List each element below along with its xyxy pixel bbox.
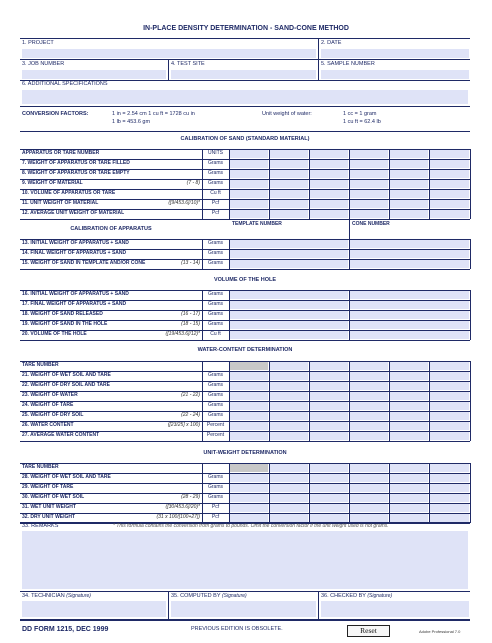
additional-specifications-label: 6. ADDITIONAL SPECIFICATIONS	[22, 81, 108, 87]
water_content-row-unit: Percent	[206, 432, 225, 438]
sample-number-label: 5. SAMPLE NUMBER	[321, 61, 375, 67]
conversion-line-2: 1 lb = 453.6 gm	[112, 119, 151, 125]
water_content-data-cell[interactable]	[270, 412, 308, 420]
volume_hole-row-unit: Grams	[208, 321, 223, 327]
unit_weight-data-cell[interactable]	[350, 514, 388, 522]
calibration_sand-data-cell[interactable]	[390, 170, 428, 178]
unit_weight-data-cell[interactable]	[350, 494, 388, 502]
calibration_sand-data-cell[interactable]	[230, 210, 268, 218]
water_content-row-formula: (21 - 22)	[181, 392, 200, 398]
water_content-row-formula: ([23/25] x 100)	[167, 422, 200, 428]
remarks-label: 33. REMARKS	[22, 523, 59, 529]
obsolete-notice: PREVIOUS EDITION IS OBSOLETE.	[191, 626, 283, 632]
volume_hole-data-cell[interactable]	[350, 291, 469, 299]
unit_weight-data-cell[interactable]	[310, 504, 348, 512]
water_content-data-cell[interactable]	[310, 362, 348, 370]
water_content-data-cell[interactable]	[390, 412, 428, 420]
template-number-label: TEMPLATE NUMBER	[232, 221, 282, 227]
calibration_sand-data-cell[interactable]	[310, 180, 348, 188]
water_content-data-cell[interactable]	[430, 422, 469, 430]
water_content-row-unit: Grams	[208, 372, 223, 378]
water_content-data-cell[interactable]	[350, 412, 388, 420]
calibration_sand-data-cell[interactable]	[310, 150, 348, 158]
water_content-data-cell[interactable]	[270, 422, 308, 430]
unit_weight-row-unit: Pcf	[211, 504, 220, 510]
calibration_apparatus-row-unit: Grams	[208, 250, 223, 256]
calibration-apparatus-heading: CALIBRATION OF APPARATUS	[70, 226, 152, 232]
water_content-data-cell[interactable]	[430, 382, 469, 390]
water_content-data-cell[interactable]	[230, 372, 268, 380]
calibration_apparatus-row-label: 13. INITIAL WEIGHT OF APPARATUS + SAND	[22, 240, 129, 246]
calibration_apparatus-data-cell[interactable]	[350, 250, 469, 258]
water_content-data-cell[interactable]	[230, 402, 268, 410]
calibration_apparatus-row-formula: (13 - 14)	[181, 260, 200, 266]
water_content-data-cell[interactable]	[350, 392, 388, 400]
water_content-row-unit: Grams	[208, 392, 223, 398]
calibration_sand-row-label: 9. WEIGHT OF MATERIAL	[22, 180, 83, 186]
unit_weight-row-unit: Grams	[208, 484, 223, 490]
unit_weight-data-cell[interactable]	[270, 514, 308, 522]
calibration_sand-data-cell[interactable]	[430, 200, 469, 208]
unit_weight-row-label: 30. WEIGHT OF WET SOIL	[22, 494, 85, 500]
volume_hole-row-label: 18. WEIGHT OF SAND RELEASED	[22, 311, 103, 317]
water_content-row-label: 25. WEIGHT OF DRY SOIL	[22, 412, 84, 418]
calibration_sand-data-cell[interactable]	[350, 160, 388, 168]
volume_hole-data-cell[interactable]	[230, 331, 348, 339]
volume_hole-row-unit: Grams	[208, 311, 223, 317]
water_content-data-cell[interactable]	[230, 362, 268, 370]
unit_weight-data-cell[interactable]	[270, 464, 308, 472]
unit_weight-data-cell[interactable]	[230, 484, 268, 492]
calibration_apparatus-row-label: 14. FINAL WEIGHT OF APPARATUS + SAND	[22, 250, 127, 256]
date-field[interactable]	[321, 49, 469, 58]
job-number-label: 3. JOB NUMBER	[22, 61, 65, 67]
calibration_sand-data-cell[interactable]	[230, 170, 268, 178]
water_content-row-unit: Grams	[208, 412, 223, 418]
unit_weight-row-unit: Grams	[208, 474, 223, 480]
calibration_sand-data-cell[interactable]	[310, 200, 348, 208]
calibration_sand-data-cell[interactable]	[350, 150, 388, 158]
water_content-data-cell[interactable]	[430, 372, 469, 380]
water_content-data-cell[interactable]	[430, 412, 469, 420]
water_content-data-cell[interactable]	[230, 432, 268, 440]
unit_weight-row-formula: ([30/453.6]/20)*	[165, 504, 200, 510]
water_content-data-cell[interactable]	[390, 422, 428, 430]
water_content-data-cell[interactable]	[390, 362, 428, 370]
remarks-field[interactable]	[22, 531, 468, 589]
unit_weight-data-cell[interactable]	[270, 484, 308, 492]
calibration_apparatus-data-cell[interactable]	[350, 240, 469, 248]
unit_weight-data-cell[interactable]	[350, 464, 388, 472]
water_content-data-cell[interactable]	[270, 362, 308, 370]
water_content-data-cell[interactable]	[390, 402, 428, 410]
volume_hole-data-cell[interactable]	[230, 301, 348, 309]
volume_hole-row-unit: Cu ft	[210, 331, 221, 337]
unit_weight-row-formula: (31 x 100/[100+27])	[156, 514, 200, 520]
calibration_sand-data-cell[interactable]	[390, 160, 428, 168]
unit_weight-data-cell[interactable]	[230, 474, 268, 482]
calibration_apparatus-row-unit: Grams	[208, 260, 223, 266]
unit_weight-data-cell[interactable]	[270, 474, 308, 482]
volume_hole-row-label: 20. VOLUME OF THE HOLE	[22, 331, 87, 337]
reset-button[interactable]: Reset	[347, 625, 390, 637]
water_content-data-cell[interactable]	[350, 382, 388, 390]
unit_weight-data-cell[interactable]	[310, 514, 348, 522]
water_content-data-cell[interactable]	[270, 432, 308, 440]
volume_hole-row-unit: Grams	[208, 291, 223, 297]
checked-by-field[interactable]	[321, 601, 469, 617]
unit_weight-row-label: TARE NUMBER	[22, 464, 59, 470]
calibration_sand-data-cell[interactable]	[390, 180, 428, 188]
calibration_sand-data-cell[interactable]	[430, 170, 469, 178]
unit_weight-data-cell[interactable]	[230, 514, 268, 522]
calibration_sand-row-unit: Pcf	[211, 200, 220, 206]
unit_weight-row-unit: Pcf	[211, 514, 220, 520]
calibration_sand-data-cell[interactable]	[230, 150, 268, 158]
calibration_sand-row-label: 12. AVERAGE UNIT WEIGHT OF MATERIAL	[22, 210, 125, 216]
water_content-data-cell[interactable]	[230, 422, 268, 430]
unit-weight-heading: UNIT-WEIGHT DETERMINATION	[203, 450, 287, 456]
water_content-data-cell[interactable]	[390, 372, 428, 380]
calibration_sand-row-unit: Grams	[208, 180, 223, 186]
volume_hole-row-formula: ([19/453.6]/12)*	[165, 331, 200, 337]
cone-number-label: CONE NUMBER	[352, 221, 390, 227]
date-label: 2. DATE	[321, 40, 342, 46]
volume-hole-heading: VOLUME OF THE HOLE	[213, 277, 277, 283]
test-site-label: 4. TEST SITE	[171, 61, 205, 67]
unit_weight-row-label: 32. DRY UNIT WEIGHT	[22, 514, 76, 520]
unit_weight-data-cell[interactable]	[390, 484, 428, 492]
water_content-data-cell[interactable]	[350, 402, 388, 410]
volume_hole-data-cell[interactable]	[350, 331, 469, 339]
water_content-data-cell[interactable]	[350, 432, 388, 440]
calibration_sand-data-cell[interactable]	[430, 160, 469, 168]
calibration_sand-data-cell[interactable]	[350, 180, 388, 188]
calibration_sand-data-cell[interactable]	[230, 190, 268, 198]
volume_hole-row-formula: (16 - 17)	[181, 311, 200, 317]
water_content-row-unit: Grams	[208, 402, 223, 408]
calibration_sand-data-cell[interactable]	[230, 160, 268, 168]
technician-label: 34. TECHNICIAN (Signature)	[22, 593, 91, 599]
calibration_sand-data-cell[interactable]	[310, 160, 348, 168]
calibration_sand-data-cell[interactable]	[430, 190, 469, 198]
unit_weight-data-cell[interactable]	[350, 484, 388, 492]
unit_weight-data-cell[interactable]	[390, 474, 428, 482]
calibration_apparatus-data-cell[interactable]	[230, 240, 348, 248]
volume_hole-data-cell[interactable]	[230, 291, 348, 299]
water_content-data-cell[interactable]	[270, 382, 308, 390]
calibration_sand-data-cell[interactable]	[270, 190, 308, 198]
job-number-field[interactable]	[22, 70, 166, 79]
water_content-row-label: 21. WEIGHT OF WET SOIL AND TARE	[22, 372, 111, 378]
unit_weight-data-cell[interactable]	[430, 484, 469, 492]
calibration_sand-data-cell[interactable]	[310, 210, 348, 218]
calibration_sand-data-cell[interactable]	[270, 170, 308, 178]
water_content-data-cell[interactable]	[430, 432, 469, 440]
unit_weight-row-formula: (28 - 29)	[181, 494, 200, 500]
unit_weight-data-cell[interactable]	[430, 504, 469, 512]
calibration_sand-data-cell[interactable]	[350, 210, 388, 218]
computed-by-label: 35. COMPUTED BY (Signature)	[171, 593, 247, 599]
conversion-line-1: 1 in = 2.54 cm 1 cu ft = 1728 cu in	[112, 111, 195, 117]
checked-by-label: 36. CHECKED BY (Signature)	[321, 593, 393, 599]
calibration_apparatus-data-cell[interactable]	[230, 250, 348, 258]
volume_hole-data-cell[interactable]	[350, 321, 469, 329]
unit_weight-data-cell[interactable]	[310, 484, 348, 492]
calibration_sand-row-unit: Grams	[208, 170, 223, 176]
water_content-row-label: 26. WATER CONTENT	[22, 422, 74, 428]
unit_weight-data-cell[interactable]	[270, 504, 308, 512]
calibration_sand-data-cell[interactable]	[390, 210, 428, 218]
calibration_apparatus-row-unit: Grams	[208, 240, 223, 246]
unit_weight-data-cell[interactable]	[430, 474, 469, 482]
unit_weight-data-cell[interactable]	[430, 464, 469, 472]
calibration_apparatus-data-cell[interactable]	[230, 260, 348, 268]
water_content-data-cell[interactable]	[310, 372, 348, 380]
calibration_sand-row-label: 11. UNIT WEIGHT OF MATERIAL	[22, 200, 99, 206]
water_content-data-cell[interactable]	[430, 362, 469, 370]
water_content-data-cell[interactable]	[310, 402, 348, 410]
water_content-row-label: 27. AVERAGE WATER CONTENT	[22, 432, 100, 438]
technician-field[interactable]	[22, 601, 166, 617]
calibration_sand-data-cell[interactable]	[430, 150, 469, 158]
volume_hole-row-formula: (18 - 15)	[181, 321, 200, 327]
calibration_sand-data-cell[interactable]	[310, 190, 348, 198]
water_content-row-label: 23. WEIGHT OF WATER	[22, 392, 78, 398]
volume_hole-data-cell[interactable]	[230, 321, 348, 329]
volume_hole-data-cell[interactable]	[350, 301, 469, 309]
adobe-version: Adobe Professional 7.0	[419, 629, 461, 634]
unit_weight-data-cell[interactable]	[430, 494, 469, 502]
water_content-data-cell[interactable]	[230, 382, 268, 390]
sample-number-field[interactable]	[321, 70, 469, 79]
calibration_sand-data-cell[interactable]	[270, 210, 308, 218]
conversion-factors-label: CONVERSION FACTORS:	[22, 111, 89, 117]
form-title: IN-PLACE DENSITY DETERMINATION - SAND-CONE METHOD	[143, 25, 349, 32]
unit_weight-row-label: 29. WEIGHT OF TARE	[22, 484, 74, 490]
volume_hole-row-unit: Grams	[208, 301, 223, 307]
calibration_sand-data-cell[interactable]	[270, 150, 308, 158]
water-unit-weight-label: Unit weight of water:	[262, 111, 312, 117]
calibration_sand-data-cell[interactable]	[430, 210, 469, 218]
calibration_apparatus-data-cell[interactable]	[350, 260, 469, 268]
calibration_sand-data-cell[interactable]	[270, 200, 308, 208]
water_content-data-cell[interactable]	[270, 402, 308, 410]
unit_weight-row-label: 28. WEIGHT OF WET SOIL AND TARE	[22, 474, 111, 480]
water_content-data-cell[interactable]	[350, 362, 388, 370]
unit_weight-data-cell[interactable]	[350, 474, 388, 482]
water_content-data-cell[interactable]	[350, 372, 388, 380]
volume_hole-data-cell[interactable]	[230, 311, 348, 319]
volume_hole-row-label: 16. INITIAL WEIGHT OF APPARATUS + SAND	[22, 291, 129, 297]
water_content-data-cell[interactable]	[310, 422, 348, 430]
calibration-sand-heading: CALIBRATION OF SAND (STANDARD MATERIAL)	[180, 136, 310, 142]
project-field[interactable]	[22, 49, 316, 58]
unit_weight-data-cell[interactable]	[390, 494, 428, 502]
calibration_sand-row-label: APPARATUS OR TARE NUMBER	[22, 150, 100, 156]
calibration_sand-row-label: 8. WEIGHT OF APPARATUS OR TARE EMPTY	[22, 170, 130, 176]
calibration_sand-row-unit: UNITS	[208, 150, 223, 156]
calibration_sand-data-cell[interactable]	[270, 180, 308, 188]
calibration_sand-row-unit: Cu ft	[210, 190, 221, 196]
calibration_sand-data-cell[interactable]	[270, 160, 308, 168]
water_content-data-cell[interactable]	[430, 392, 469, 400]
unit_weight-data-cell[interactable]	[310, 474, 348, 482]
water_content-data-cell[interactable]	[390, 392, 428, 400]
water_content-row-unit: Grams	[208, 382, 223, 388]
water-content-heading: WATER-CONTENT DETERMINATION	[197, 347, 293, 353]
water_content-data-cell[interactable]	[350, 422, 388, 430]
water_content-data-cell[interactable]	[310, 392, 348, 400]
calibration_sand-data-cell[interactable]	[390, 150, 428, 158]
unit_weight-data-cell[interactable]	[270, 494, 308, 502]
calibration_sand-data-cell[interactable]	[430, 180, 469, 188]
calibration_apparatus-row-label: 15. WEIGHT OF SAND IN TEMPLATE AND/OR CONE	[22, 260, 146, 266]
calibration_sand-row-formula: ([9/453.6]/10)*	[168, 200, 200, 206]
water_content-data-cell[interactable]	[230, 392, 268, 400]
unit_weight-row-unit: Grams	[208, 494, 223, 500]
unit_weight-data-cell[interactable]	[230, 464, 268, 472]
water-conversion-line-2: 1 cu ft = 62.4 lb	[343, 119, 381, 125]
calibration_sand-row-formula: (7 - 8)	[186, 180, 200, 186]
unit_weight-data-cell[interactable]	[390, 514, 428, 522]
calibration_sand-data-cell[interactable]	[350, 190, 388, 198]
water_content-data-cell[interactable]	[230, 412, 268, 420]
computed-by-field[interactable]	[171, 601, 316, 617]
calibration_sand-row-unit: Grams	[208, 160, 223, 166]
remarks-note: * This formula contains the conversion from grams to pounds. Omit the conversion factor if the unit weight used is not grams.	[113, 523, 389, 529]
calibration_sand-row-label: 7. WEIGHT OF APPARATUS OR TARE FILLED	[22, 160, 130, 166]
water_content-row-label: 24. WEIGHT OF TARE	[22, 402, 74, 408]
calibration_sand-data-cell[interactable]	[230, 200, 268, 208]
unit_weight-data-cell[interactable]	[230, 494, 268, 502]
calibration_sand-data-cell[interactable]	[230, 180, 268, 188]
volume_hole-row-label: 17. FINAL WEIGHT OF APPARATUS + SAND	[22, 301, 127, 307]
unit_weight-data-cell[interactable]	[390, 504, 428, 512]
water_content-data-cell[interactable]	[310, 412, 348, 420]
water_content-row-label: TARE NUMBER	[22, 362, 59, 368]
calibration_sand-row-label: 10. VOLUME OF APPARATUS OR TARE	[22, 190, 116, 196]
volume_hole-row-label: 19. WEIGHT OF SAND IN THE HOLE	[22, 321, 108, 327]
water_content-data-cell[interactable]	[390, 432, 428, 440]
volume_hole-data-cell[interactable]	[350, 311, 469, 319]
calibration_sand-data-cell[interactable]	[350, 170, 388, 178]
unit_weight-data-cell[interactable]	[390, 464, 428, 472]
calibration_sand-data-cell[interactable]	[390, 190, 428, 198]
calibration_sand-data-cell[interactable]	[390, 200, 428, 208]
unit_weight-data-cell[interactable]	[430, 514, 469, 522]
unit_weight-row-label: 31. WET UNIT WEIGHT	[22, 504, 76, 510]
water-conversion-line-1: 1 cc = 1 gram	[343, 111, 377, 117]
calibration_sand-data-cell[interactable]	[350, 200, 388, 208]
water_content-data-cell[interactable]	[270, 392, 308, 400]
unit_weight-data-cell[interactable]	[350, 504, 388, 512]
water_content-row-unit: Percent	[206, 422, 225, 428]
water_content-data-cell[interactable]	[310, 432, 348, 440]
project-label: 1. PROJECT	[22, 40, 54, 46]
unit_weight-data-cell[interactable]	[310, 464, 348, 472]
water_content-data-cell[interactable]	[270, 372, 308, 380]
form-identifier: DD FORM 1215, DEC 1999	[22, 626, 109, 633]
water_content-data-cell[interactable]	[430, 402, 469, 410]
unit_weight-data-cell[interactable]	[310, 494, 348, 502]
water_content-row-label: 22. WEIGHT OF DRY SOIL AND TARE	[22, 382, 110, 388]
water_content-row-formula: (22 - 24)	[181, 412, 200, 418]
water_content-data-cell[interactable]	[390, 382, 428, 390]
calibration_sand-row-unit: Pcf	[211, 210, 220, 216]
calibration_sand-data-cell[interactable]	[310, 170, 348, 178]
additional-specifications-field[interactable]	[22, 90, 468, 104]
test-site-field[interactable]	[171, 70, 316, 79]
water_content-data-cell[interactable]	[310, 382, 348, 390]
unit_weight-data-cell[interactable]	[230, 504, 268, 512]
